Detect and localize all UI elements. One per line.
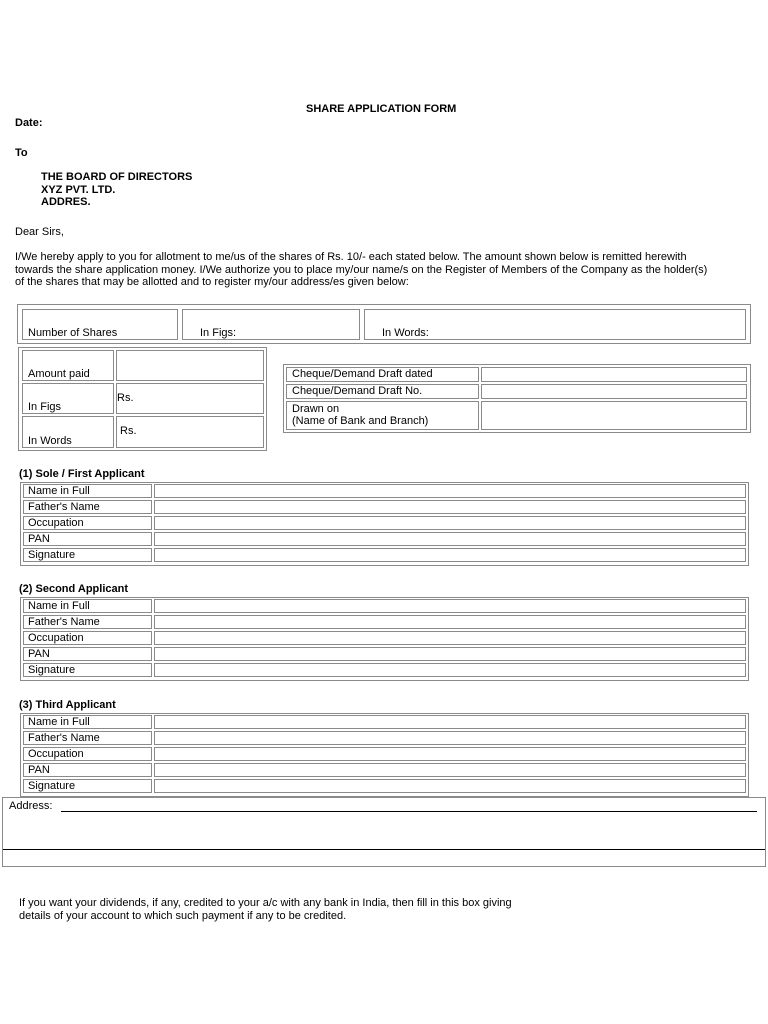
name-in-full-input[interactable] bbox=[154, 484, 746, 498]
field-label: PAN bbox=[28, 648, 50, 660]
shares-in-figs-field[interactable] bbox=[182, 309, 360, 340]
intro-line-2: towards the share application money. I/We authorize you to place my/our name/s on the Register of Members of the Company as the holder(s) bbox=[15, 264, 708, 276]
dividend-note-line-2: details of your account to which such payment if any to be credited. bbox=[19, 910, 347, 922]
field-label: Occupation bbox=[28, 632, 84, 644]
field-label: Signature bbox=[28, 664, 76, 676]
pan-input[interactable] bbox=[154, 763, 746, 777]
field-label: Father's Name bbox=[28, 732, 100, 744]
number-of-shares-label: Number of Shares bbox=[28, 327, 118, 339]
cheque-no-label: Cheque/Demand Draft No. bbox=[292, 385, 423, 397]
table-row bbox=[21, 646, 748, 662]
intro-line-3: of the shares that may be allotted and to register my/our address/es given below: bbox=[15, 276, 409, 288]
table-row bbox=[21, 547, 748, 563]
address-label: Address: bbox=[9, 800, 53, 812]
name-in-full-input[interactable] bbox=[154, 715, 746, 729]
table-row bbox=[21, 499, 748, 515]
cheque-no-cell bbox=[286, 384, 479, 399]
fathers-name-input[interactable] bbox=[154, 500, 746, 514]
addressee-line-2: XYZ PVT. LTD. bbox=[41, 184, 116, 196]
occupation-input[interactable] bbox=[154, 516, 746, 530]
field-label: Occupation bbox=[28, 748, 84, 760]
signature-input[interactable] bbox=[154, 548, 746, 562]
applicant-1-heading: (1) Sole / First Applicant bbox=[19, 468, 145, 480]
table-row bbox=[21, 714, 748, 730]
field-label: Signature bbox=[28, 780, 76, 792]
cheque-dated-field[interactable] bbox=[481, 367, 747, 382]
field-label: Father's Name bbox=[28, 616, 100, 628]
amount-in-figs-cell bbox=[22, 383, 114, 414]
dividend-note-line-1: If you want your dividends, if any, credited to your a/c with any bank in India, then fill in this box giving bbox=[19, 897, 512, 909]
amount-in-words-cell bbox=[22, 416, 114, 448]
addressee-line-1: THE BOARD OF DIRECTORS bbox=[41, 171, 193, 183]
table-row bbox=[21, 762, 748, 778]
table-row bbox=[21, 730, 748, 746]
amount-paid-label: Amount paid bbox=[28, 368, 90, 380]
number-of-shares-cell bbox=[22, 309, 178, 340]
bank-branch-label: (Name of Bank and Branch) bbox=[292, 415, 429, 427]
shares-table bbox=[17, 304, 751, 344]
table-row bbox=[21, 515, 748, 531]
table-row bbox=[21, 483, 748, 499]
applicant-2-table bbox=[20, 597, 749, 681]
field-label: Signature bbox=[28, 549, 76, 561]
applicant-3-table bbox=[20, 713, 749, 797]
pan-input[interactable] bbox=[154, 532, 746, 546]
field-label: PAN bbox=[28, 533, 50, 545]
table-row bbox=[21, 778, 748, 794]
shares-in-figs-label: In Figs: bbox=[200, 327, 237, 339]
table-row bbox=[21, 598, 748, 614]
field-label: Name in Full bbox=[28, 485, 90, 497]
table-row bbox=[21, 662, 748, 678]
fathers-name-input[interactable] bbox=[154, 615, 746, 629]
cheque-dated-cell bbox=[286, 367, 479, 382]
date-label: Date: bbox=[15, 117, 43, 129]
table-row bbox=[21, 746, 748, 762]
shares-in-words-field[interactable] bbox=[364, 309, 746, 340]
signature-input[interactable] bbox=[154, 779, 746, 793]
drawn-on-label: Drawn on bbox=[292, 403, 340, 415]
amount-in-words-field[interactable] bbox=[116, 416, 264, 448]
amount-table bbox=[18, 347, 267, 451]
address-box[interactable] bbox=[2, 797, 766, 867]
cheque-table bbox=[283, 364, 751, 433]
drawn-on-field[interactable] bbox=[481, 401, 747, 430]
rs-words-label: Rs. bbox=[120, 425, 137, 437]
address-line-2 bbox=[3, 849, 765, 850]
form-title: SHARE APPLICATION FORM bbox=[306, 103, 457, 115]
field-label: PAN bbox=[28, 764, 50, 776]
amount-paid-cell bbox=[22, 350, 114, 381]
address-line-1 bbox=[61, 811, 757, 812]
amount-in-figs-label: In Figs bbox=[28, 401, 62, 413]
rs-figs-label: Rs. bbox=[117, 392, 134, 404]
addressee-line-3: ADDRES. bbox=[41, 196, 91, 208]
field-label: Occupation bbox=[28, 517, 84, 529]
cheque-no-field[interactable] bbox=[481, 384, 747, 399]
salutation: Dear Sirs, bbox=[15, 226, 64, 238]
occupation-input[interactable] bbox=[154, 747, 746, 761]
table-row bbox=[21, 614, 748, 630]
cheque-dated-label: Cheque/Demand Draft dated bbox=[292, 368, 433, 380]
amount-paid-field[interactable] bbox=[116, 350, 264, 381]
signature-input[interactable] bbox=[154, 663, 746, 677]
name-in-full-input[interactable] bbox=[154, 599, 746, 613]
amount-in-words-label: In Words bbox=[28, 435, 72, 447]
to-label: To bbox=[15, 147, 28, 159]
pan-input[interactable] bbox=[154, 647, 746, 661]
table-row bbox=[21, 630, 748, 646]
amount-in-figs-field[interactable] bbox=[116, 383, 264, 414]
field-label: Father's Name bbox=[28, 501, 100, 513]
fathers-name-input[interactable] bbox=[154, 731, 746, 745]
drawn-on-cell bbox=[286, 401, 479, 430]
intro-line-1: I/We hereby apply to you for allotment to me/us of the shares of Rs. 10/- each stated below. The amount shown below is remitted herewith bbox=[15, 251, 687, 263]
occupation-input[interactable] bbox=[154, 631, 746, 645]
shares-in-words-label: In Words: bbox=[382, 327, 429, 339]
applicant-2-heading: (2) Second Applicant bbox=[19, 583, 128, 595]
applicant-1-table bbox=[20, 482, 749, 566]
table-row bbox=[21, 531, 748, 547]
field-label: Name in Full bbox=[28, 716, 90, 728]
applicant-3-heading: (3) Third Applicant bbox=[19, 699, 116, 711]
field-label: Name in Full bbox=[28, 600, 90, 612]
